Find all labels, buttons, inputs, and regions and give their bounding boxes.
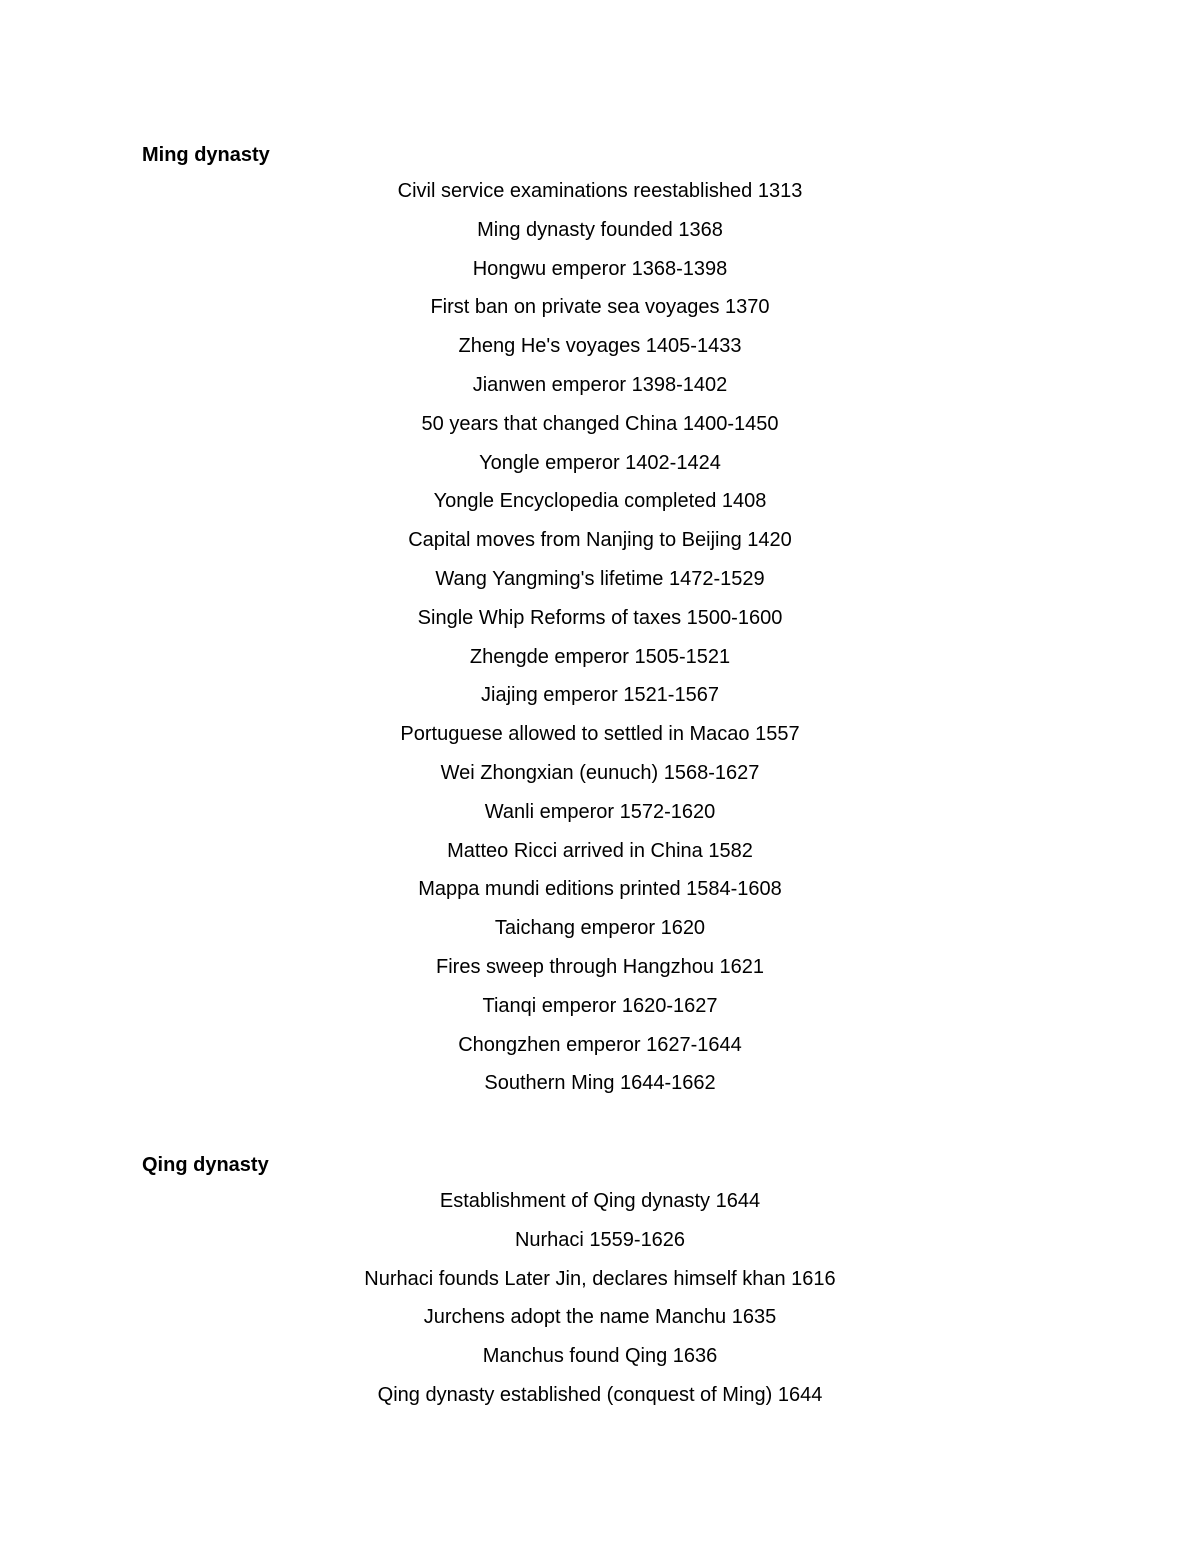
qing-dynasty-section: [0, 1148, 1200, 1415]
timeline-entry: Matteo Ricci arrived in China 1582: [447, 839, 753, 862]
timeline-entry: Jurchens adopt the name Manchu 1635: [423, 1306, 777, 1329]
timeline-entry: Zhengde emperor 1505-1521: [469, 645, 731, 668]
section-heading-ming: Ming dynasty: [142, 144, 270, 166]
timeline-entry: Zheng He's voyages 1405-1433: [458, 335, 742, 358]
timeline-entry: Hongwu emperor 1368-1398: [472, 257, 728, 280]
timeline-entry: Jiajing emperor 1521-1567: [481, 684, 719, 707]
timeline-entry: Fires sweep through Hangzhou 1621: [436, 955, 764, 978]
timeline-entry: Southern Ming 1644-1662: [484, 1072, 716, 1095]
timeline-entry: Manchus found Qing 1636: [482, 1345, 718, 1368]
timeline-entry: Wei Zhongxian (eunuch) 1568-1627: [440, 761, 760, 784]
section-heading-qing: Qing dynasty: [142, 1154, 269, 1176]
timeline-entry: Ming dynasty founded 1368: [477, 218, 723, 241]
timeline-entry: Single Whip Reforms of taxes 1500-1600: [417, 606, 783, 629]
qing-event-list: [0, 1182, 1200, 1415]
timeline-entry: First ban on private sea voyages 1370: [430, 296, 770, 319]
timeline-entry: Wanli emperor 1572-1620: [484, 800, 716, 823]
timeline-entry: Chongzhen emperor 1627-1644: [458, 1033, 742, 1056]
timeline-entry: Tianqi emperor 1620-1627: [482, 994, 718, 1017]
timeline-entry: Mappa mundi editions printed 1584-1608: [418, 878, 782, 901]
ming-dynasty-section: [0, 138, 1200, 1103]
timeline-entry: 50 years that changed China 1400-1450: [421, 412, 779, 435]
timeline-entry: Qing dynasty established (conquest of Ming) 1644: [377, 1383, 823, 1406]
timeline-entry: Capital moves from Nanjing to Beijing 1420: [408, 529, 792, 552]
timeline-entry: Wang Yangming's lifetime 1472-1529: [435, 567, 765, 590]
ming-event-list: [0, 172, 1200, 1103]
timeline-entry: Yongle emperor 1402-1424: [479, 451, 721, 474]
timeline-entry: Nurhaci 1559-1626: [514, 1228, 686, 1251]
timeline-entry: Taichang emperor 1620: [494, 917, 706, 940]
timeline-entry: Jianwen emperor 1398-1402: [472, 373, 728, 396]
timeline-entry: Yongle Encyclopedia completed 1408: [433, 490, 767, 513]
timeline-entry: Portuguese allowed to settled in Macao 1557: [400, 723, 800, 746]
timeline-entry: Establishment of Qing dynasty 1644: [439, 1190, 761, 1212]
timeline-entry: Nurhaci founds Later Jin, declares himself khan 1616: [364, 1267, 836, 1290]
timeline-entry: Civil service examinations reestablished 1313: [397, 180, 803, 202]
